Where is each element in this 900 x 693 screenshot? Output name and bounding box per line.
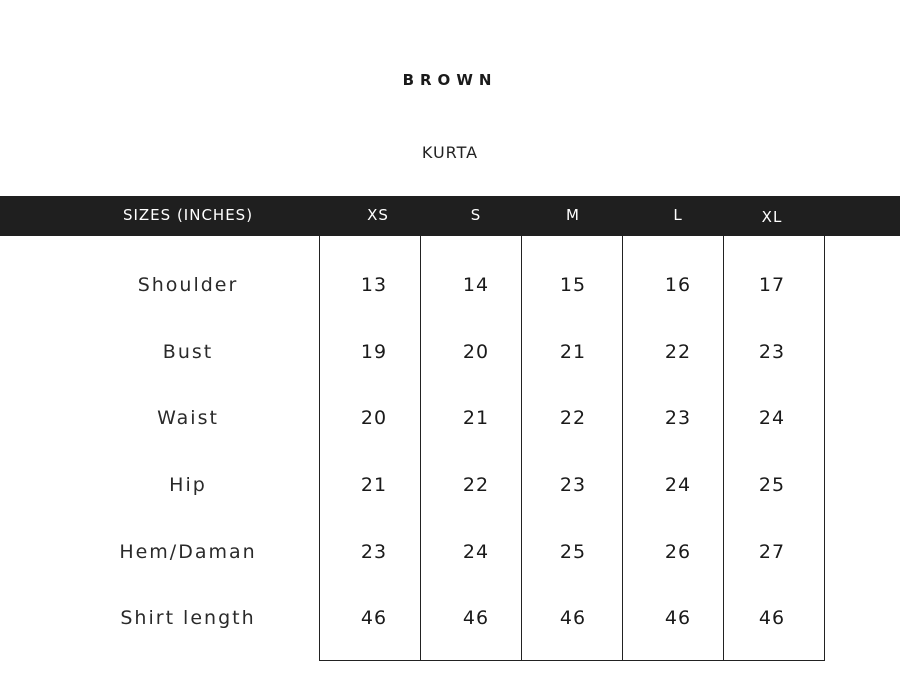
header-size-m: M <box>566 206 580 224</box>
measurement-cell: 24 <box>664 474 692 496</box>
measurement-cell: 17 <box>758 274 786 296</box>
row-label: Waist <box>157 407 219 429</box>
column-divider <box>622 236 623 660</box>
brand-title: BROWN <box>402 71 498 89</box>
measurement-cell: 24 <box>758 407 786 429</box>
measurement-cell: 23 <box>758 341 786 363</box>
measurement-cell: 23 <box>664 407 692 429</box>
measurement-cell: 16 <box>664 274 692 296</box>
measurement-cell: 46 <box>462 607 490 629</box>
measurement-cell: 24 <box>462 541 490 563</box>
row-label: Hem/Daman <box>119 541 257 563</box>
header-label: SIZES (INCHES) <box>122 206 254 224</box>
measurement-cell: 46 <box>360 607 388 629</box>
measurement-cell: 13 <box>360 274 388 296</box>
measurement-cell: 19 <box>360 341 388 363</box>
measurement-cell: 25 <box>559 541 587 563</box>
row-label: Shirt length <box>120 607 256 629</box>
measurement-cell: 22 <box>559 407 587 429</box>
measurement-cell: 46 <box>758 607 786 629</box>
measurement-cell: 14 <box>462 274 490 296</box>
measurement-cell: 21 <box>462 407 490 429</box>
product-subtitle: KURTA <box>421 143 479 162</box>
measurement-cell: 26 <box>664 541 692 563</box>
measurement-cell: 20 <box>360 407 388 429</box>
measurement-cell: 20 <box>462 341 490 363</box>
header-size-xs: XS <box>367 206 389 224</box>
measurement-cell: 23 <box>360 541 388 563</box>
measurement-cell: 15 <box>559 274 587 296</box>
column-divider <box>420 236 421 660</box>
measurement-cell: 27 <box>758 541 786 563</box>
measurement-cell: 21 <box>360 474 388 496</box>
measurement-cell: 46 <box>664 607 692 629</box>
measurement-cell: 22 <box>462 474 490 496</box>
row-label: Shoulder <box>137 274 239 296</box>
measurement-cell: 22 <box>664 341 692 363</box>
header-size-l: L <box>673 206 683 224</box>
column-divider <box>521 236 522 660</box>
measurement-cell: 21 <box>559 341 587 363</box>
column-divider <box>723 236 724 660</box>
header-size-xl: XL <box>761 208 783 226</box>
measurement-cell: 46 <box>559 607 587 629</box>
size-table-header <box>0 196 900 236</box>
row-label: Bust <box>162 341 214 363</box>
measurement-cell: 23 <box>559 474 587 496</box>
row-label: Hip <box>169 474 207 496</box>
measurement-cell: 25 <box>758 474 786 496</box>
size-grid-border <box>319 236 825 661</box>
header-size-s: S <box>470 206 482 224</box>
